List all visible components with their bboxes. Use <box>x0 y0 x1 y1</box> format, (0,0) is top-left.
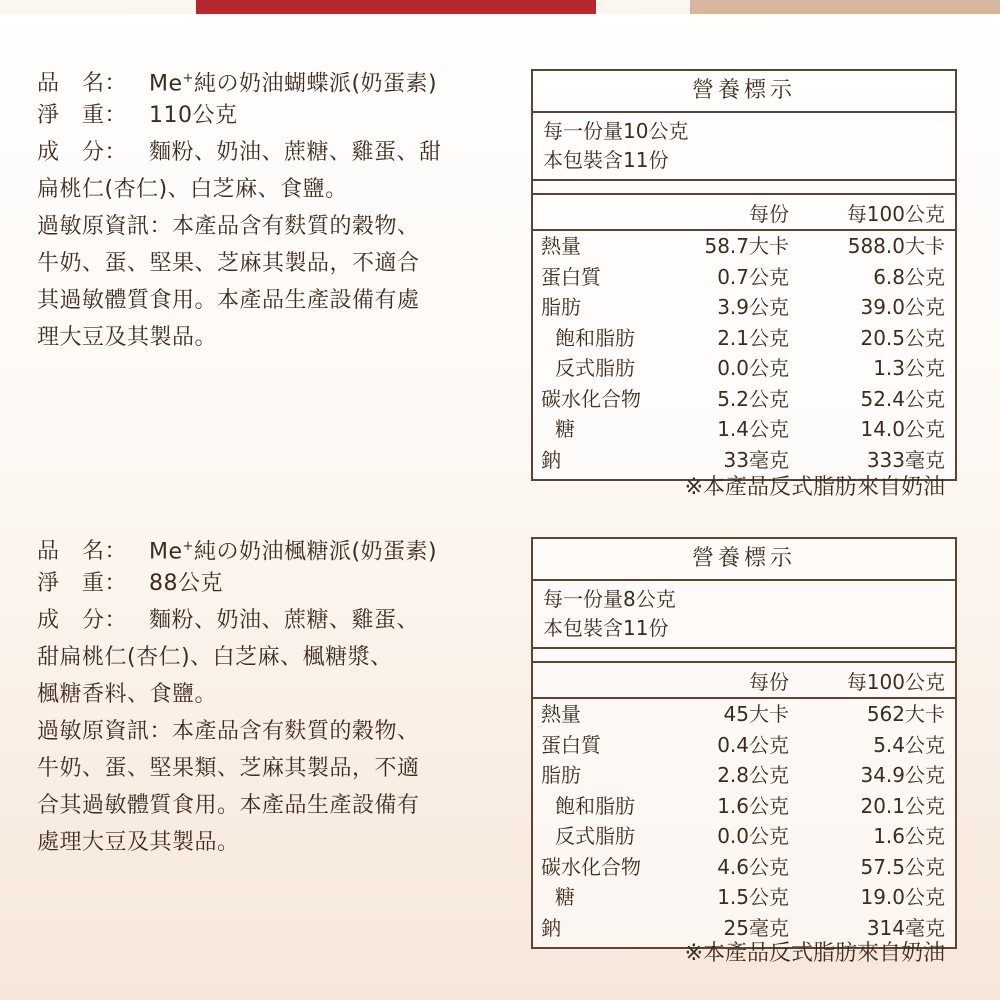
value-per-serving: 4.6公克 <box>717 854 789 879</box>
value-per-serving: 0.0公克 <box>717 356 789 380</box>
info-line <box>37 824 487 861</box>
nutrient-name: 脂肪 <box>541 763 581 787</box>
info-line <box>37 528 487 565</box>
info-label: 淨 重： <box>37 103 128 128</box>
serving-size: 每一份量8公克 <box>543 587 676 611</box>
col-per-100g: 每100公克 <box>846 670 945 694</box>
nutrition-row <box>533 760 955 791</box>
value-per-serving: 45大卡 <box>723 702 789 726</box>
nutrition-row <box>533 882 955 913</box>
nutrient-name: 碳水化合物 <box>541 386 641 411</box>
info-text: 110公克 <box>149 103 238 128</box>
nutrition-rows <box>533 231 955 475</box>
nutrient-name: 碳水化合物 <box>541 854 641 879</box>
info-label: 品 名： <box>37 71 128 97</box>
brand-superscript: + <box>182 71 194 86</box>
value-per-serving: 1.4公克 <box>717 417 789 441</box>
nutrient-name: 蛋白質 <box>541 264 601 289</box>
info-line <box>37 282 487 319</box>
nutrient-name: 飽和脂肪 <box>555 793 635 818</box>
nutrition-row <box>533 231 955 262</box>
info-text: 麵粉、奶油、蔗糖、雞蛋、甜 <box>149 140 442 165</box>
brand-superscript: + <box>182 539 194 554</box>
nutrient-name: 飽和脂肪 <box>555 325 635 350</box>
info-text: Me <box>149 539 183 565</box>
info-line <box>37 713 487 750</box>
nutrient-name: 鈉 <box>541 447 561 472</box>
nutrition-title: 營養標示 <box>533 71 955 113</box>
nutrition-row <box>533 323 955 354</box>
value-per-serving: 25毫克 <box>723 915 789 940</box>
value-per-serving: 33毫克 <box>723 447 789 472</box>
servings-per-package: 本包裝含11份 <box>543 616 669 640</box>
product-name-text: 純の奶油楓糖派(奶蛋素) <box>193 539 438 565</box>
info-line <box>37 639 487 676</box>
value-per-100g: 39.0公克 <box>860 295 945 319</box>
nutrition-rows <box>533 699 955 943</box>
value-per-serving: 0.0公克 <box>717 824 789 848</box>
info-line <box>37 565 487 602</box>
info-text: 楓糖香料、食鹽。 <box>37 682 218 707</box>
value-per-100g: 5.4公克 <box>873 732 945 757</box>
serving-info <box>533 113 955 181</box>
serving-size: 每一份量10公克 <box>543 119 689 143</box>
product-info-block <box>37 528 487 861</box>
info-text: Me <box>149 71 183 97</box>
col-per-serving: 每份 <box>749 670 789 694</box>
serving-info <box>533 581 955 649</box>
value-per-100g: 314毫克 <box>866 915 945 940</box>
info-label: 成 分： <box>37 608 128 633</box>
nutrition-table <box>531 537 957 949</box>
value-per-100g: 20.1公克 <box>860 793 945 818</box>
nutrition-row <box>533 384 955 415</box>
value-per-serving: 3.9公克 <box>717 295 789 319</box>
nutrient-name: 熱量 <box>541 702 581 726</box>
nutrition-row <box>533 730 955 761</box>
nutrition-row <box>533 353 955 384</box>
info-label: 成 分： <box>37 140 128 165</box>
info-line <box>37 319 487 356</box>
nutrition-row <box>533 414 955 445</box>
nutrition-row <box>533 791 955 822</box>
value-per-100g: 333毫克 <box>866 447 945 472</box>
info-text: 合其過敏體質食用。本產品生產設備有 <box>37 793 420 818</box>
value-per-100g: 19.0公克 <box>860 885 945 909</box>
nutrition-row <box>533 699 955 730</box>
info-text: 處理大豆及其製品。 <box>37 830 240 855</box>
col-per-100g: 每100公克 <box>846 202 945 226</box>
info-line <box>37 787 487 824</box>
value-per-100g: 588.0大卡 <box>847 234 945 258</box>
info-line <box>37 602 487 639</box>
value-per-serving: 2.1公克 <box>717 325 789 350</box>
info-text: 牛奶、蛋、堅果類、芝麻其製品，不適 <box>37 756 420 781</box>
product-info-block <box>37 60 487 356</box>
info-line <box>37 245 487 282</box>
nutrition-row <box>533 262 955 293</box>
info-label: 淨 重： <box>37 571 128 596</box>
value-per-100g: 6.8公克 <box>873 264 945 289</box>
nutrient-name: 反式脂肪 <box>555 356 635 380</box>
info-text: 扁桃仁(杏仁)、白芝麻、食鹽。 <box>37 177 348 202</box>
nutrient-name: 脂肪 <box>541 295 581 319</box>
product-photo-strip <box>0 0 1000 14</box>
info-line <box>37 60 487 97</box>
value-per-100g: 20.5公克 <box>860 325 945 350</box>
info-text: 理大豆及其製品。 <box>37 325 218 350</box>
value-per-100g: 1.3公克 <box>873 356 945 380</box>
info-text: 牛奶、蛋、堅果、芝麻其製品，不適合 <box>37 251 420 276</box>
info-label: 品 名： <box>37 539 128 565</box>
info-text: 88公克 <box>149 571 223 596</box>
nutrition-row <box>533 852 955 883</box>
info-text: 麵粉、奶油、蔗糖、雞蛋、 <box>149 608 420 633</box>
value-per-100g: 57.5公克 <box>860 854 945 879</box>
info-text: 過敏原資訊：本產品含有麩質的穀物、 <box>37 719 420 744</box>
photo-brown-backdrop <box>690 0 1000 14</box>
nutrient-name: 糖 <box>555 417 575 441</box>
value-per-100g: 562大卡 <box>866 702 945 726</box>
info-text: 甜扁桃仁(杏仁)、白芝麻、楓糖漿、 <box>37 645 393 670</box>
nutrition-column-headers <box>533 193 955 231</box>
value-per-100g: 52.4公克 <box>860 386 945 411</box>
nutrient-name: 鈉 <box>541 915 561 940</box>
info-line <box>37 208 487 245</box>
info-line <box>37 134 487 171</box>
info-text: 其過敏體質食用。本產品生產設備有處 <box>37 288 420 313</box>
value-per-serving: 0.7公克 <box>717 264 789 289</box>
nutrition-row <box>533 292 955 323</box>
col-per-serving: 每份 <box>749 202 789 226</box>
info-line <box>37 676 487 713</box>
nutrient-name: 反式脂肪 <box>555 824 635 848</box>
nutrition-row <box>533 821 955 852</box>
info-line <box>37 97 487 134</box>
info-line <box>37 171 487 208</box>
value-per-serving: 2.8公克 <box>717 763 789 787</box>
value-per-serving: 58.7大卡 <box>704 234 789 258</box>
nutrition-title: 營養標示 <box>533 539 955 581</box>
product-name-text: 純の奶油蝴蝶派(奶蛋素) <box>193 71 438 97</box>
nutrition-table <box>531 69 957 481</box>
trans-fat-note: ※本產品反式脂肪來自奶油 <box>684 941 945 966</box>
trans-fat-note: ※本產品反式脂肪來自奶油 <box>684 475 945 500</box>
value-per-100g: 34.9公克 <box>860 763 945 787</box>
nutrient-name: 熱量 <box>541 234 581 258</box>
value-per-serving: 5.2公克 <box>717 386 789 411</box>
nutrient-name: 糖 <box>555 885 575 909</box>
value-per-100g: 14.0公克 <box>860 417 945 441</box>
nutrition-column-headers <box>533 661 955 699</box>
nutrient-name: 蛋白質 <box>541 732 601 757</box>
photo-red-packaging <box>196 0 596 14</box>
value-per-serving: 1.6公克 <box>717 793 789 818</box>
value-per-serving: 1.5公克 <box>717 885 789 909</box>
servings-per-package: 本包裝含11份 <box>543 148 669 172</box>
info-text: 過敏原資訊：本產品含有麩質的穀物、 <box>37 214 420 239</box>
value-per-serving: 0.4公克 <box>717 732 789 757</box>
value-per-100g: 1.6公克 <box>873 824 945 848</box>
info-line <box>37 750 487 787</box>
